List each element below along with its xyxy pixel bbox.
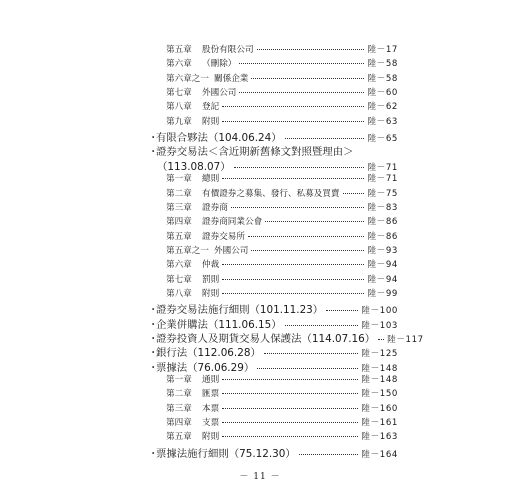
chapter-number: 第一章 (166, 174, 192, 185)
page-reference: 陸－163 (361, 432, 398, 443)
chapter-number: 第七章 (166, 274, 192, 285)
dot-leader (222, 279, 364, 280)
page-reference: 陸－86 (367, 231, 398, 242)
chapter-number: 第六章 (166, 59, 192, 70)
entry-title: 本票 (202, 403, 220, 414)
page-reference: 陸－160 (361, 403, 398, 414)
chapter-number: 第七章 (166, 88, 192, 99)
toc-law-entry (148, 301, 398, 315)
page-reference: 陸－71 (367, 162, 398, 173)
toc-chapter-entry (166, 172, 398, 186)
toc-law-entry (148, 143, 398, 157)
page-reference: 陸－148 (361, 363, 398, 374)
page-reference: 陸－58 (367, 59, 398, 70)
bullet-icon: ・ (148, 132, 159, 145)
dot-leader (222, 121, 364, 122)
toc-chapter-entry (166, 402, 398, 416)
dot-leader (222, 293, 364, 294)
bullet-icon: ・ (148, 318, 159, 331)
chapter-number: 第三章 (166, 403, 192, 414)
page-reference: 陸－58 (367, 73, 398, 84)
bullet-icon: ・ (148, 333, 159, 345)
dot-leader (257, 368, 358, 369)
dot-leader (222, 264, 364, 265)
page-reference: 陸－117 (387, 335, 424, 345)
toc-chapter-entry (166, 215, 398, 229)
page-reference: 陸－100 (361, 306, 398, 317)
page-reference: 陸－150 (361, 389, 398, 400)
page-reference: 陸－161 (361, 418, 398, 429)
dot-leader (239, 63, 364, 64)
dot-leader (239, 92, 364, 93)
entry-title: 有限合夥法（104.06.24） (156, 132, 282, 145)
entry-title: 銀行法（112.06.28） (156, 347, 261, 360)
entry-title: 附則 (202, 116, 220, 127)
chapter-number: 第五章之一 (166, 245, 209, 256)
entry-title: 有價證券之募集、發行、私募及買賣 (202, 188, 340, 199)
page-reference: 陸－63 (367, 116, 398, 127)
dot-leader (222, 436, 358, 437)
chapter-number: 第四章 (166, 217, 192, 228)
entry-title: 總則 (202, 174, 220, 185)
dot-leader (222, 379, 358, 380)
toc-law-entry (157, 158, 398, 172)
toc-law-entry (148, 330, 424, 345)
page-reference: 陸－94 (367, 274, 398, 285)
entry-title: 證券交易法＜含近期新舊條文對照暨理由＞ (156, 146, 354, 159)
toc-law-entry (148, 344, 398, 358)
dot-leader (248, 236, 364, 237)
toc-chapter-entry (166, 86, 398, 100)
page-reference: 陸－99 (367, 288, 398, 299)
toc-chapter-entry (166, 57, 398, 71)
toc-law-entry (148, 316, 398, 330)
dot-leader (285, 138, 365, 139)
entry-title: 通則 (202, 375, 220, 386)
entry-title: 證券交易法施行細則（101.11.23） (156, 304, 324, 317)
dot-leader (343, 193, 365, 194)
dot-leader (234, 167, 365, 168)
page-number: － 11 － (239, 472, 281, 482)
toc-chapter-entry (166, 430, 398, 444)
chapter-number: 第五章 (166, 231, 192, 242)
entry-title: 證券商同業公會 (202, 217, 263, 228)
entry-title: 證券投資人及期貨交易人保護法（114.07.16） (156, 333, 376, 345)
chapter-number: 第二章 (166, 389, 192, 400)
toc-chapter-entry (166, 387, 398, 401)
entry-title: 關係企業 (214, 73, 249, 84)
bullet-icon: ・ (148, 146, 159, 159)
dot-leader (265, 221, 364, 222)
toc-law-entry (148, 359, 398, 373)
entry-title: 罰則 (202, 274, 220, 285)
dot-leader (251, 78, 364, 79)
dot-leader (222, 408, 358, 409)
dot-leader (264, 353, 359, 354)
entry-title: 證券商 (202, 202, 228, 213)
page-reference: 陸－125 (361, 349, 398, 360)
entry-title: 支票 (202, 418, 220, 429)
toc-chapter-entry (166, 72, 398, 86)
page-reference: 陸－17 (367, 45, 398, 55)
entry-title: 匯票 (202, 389, 220, 400)
entry-title: 外國公司 (214, 245, 249, 256)
toc-chapter-entry (166, 100, 398, 114)
toc-law-entry (148, 445, 398, 459)
entry-title: 票據法（76.06.29） (156, 361, 255, 374)
entry-title: 股份有限公司 (202, 45, 254, 55)
entry-title: 登記 (202, 102, 220, 113)
toc-chapter-entry (166, 43, 398, 57)
toc-chapter-entry (166, 258, 398, 272)
bullet-icon: ・ (148, 347, 159, 360)
dot-leader (222, 393, 358, 394)
dot-leader (326, 310, 358, 311)
chapter-number: 第六章之一 (166, 73, 209, 84)
bullet-icon: ・ (148, 304, 159, 317)
dot-leader (299, 454, 359, 455)
chapter-number: 第二章 (166, 188, 192, 199)
entry-title: 企業併購法（111.06.15） (156, 318, 282, 331)
entry-title: 外國公司 (202, 88, 237, 99)
entry-title: 證券交易所 (202, 231, 245, 242)
toc-chapter-entry (166, 273, 398, 287)
bullet-icon: ・ (148, 447, 159, 460)
page-reference: 陸－164 (361, 449, 398, 460)
page-reference: 陸－75 (367, 188, 398, 199)
toc-chapter-entry (166, 115, 398, 129)
toc-chapter-entry (166, 416, 398, 430)
entry-title: 附則 (202, 432, 220, 443)
page-reference: 陸－93 (367, 245, 398, 256)
chapter-number: 第四章 (166, 418, 192, 429)
chapter-number: 第八章 (166, 102, 192, 113)
entry-title: （113.08.07） (157, 160, 231, 173)
dot-leader (231, 207, 365, 208)
toc-chapter-entry (166, 373, 398, 387)
page-reference: 陸－86 (367, 217, 398, 228)
chapter-number: 第六章 (166, 260, 192, 271)
chapter-number: 第五章 (166, 432, 192, 443)
dot-leader (378, 339, 384, 340)
page-reference: 陸－148 (361, 375, 398, 386)
chapter-number: 第三章 (166, 202, 192, 213)
page-reference: 陸－71 (367, 174, 398, 185)
chapter-number: 第五章 (166, 45, 192, 55)
chapter-number: 第一章 (166, 375, 192, 386)
toc-chapter-entry (166, 287, 398, 301)
toc-chapter-entry (166, 230, 398, 244)
chapter-number: 第八章 (166, 288, 192, 299)
page-reference: 陸－62 (367, 102, 398, 113)
toc-chapter-entry (166, 187, 398, 201)
toc-law-entry (148, 129, 398, 143)
toc-chapter-entry (166, 201, 398, 215)
entry-title: （刪除） (202, 59, 237, 70)
entry-title: 仲裁 (202, 260, 220, 271)
bullet-icon: ・ (148, 361, 159, 374)
entry-title: 票據法施行細則（75.12.30） (156, 447, 296, 460)
dot-leader (222, 422, 358, 423)
dot-leader (285, 325, 359, 326)
chapter-number: 第九章 (166, 116, 192, 127)
dot-leader (222, 106, 364, 107)
page-reference: 陸－83 (367, 202, 398, 213)
page-reference: 陸－103 (361, 320, 398, 331)
page-reference: 陸－65 (367, 134, 398, 145)
toc-chapter-entry (166, 244, 398, 258)
page-reference: 陸－94 (367, 260, 398, 271)
dot-leader (251, 250, 364, 251)
dot-leader (257, 49, 365, 50)
page-reference: 陸－60 (367, 88, 398, 99)
dot-leader (222, 178, 364, 179)
entry-title: 附則 (202, 288, 220, 299)
